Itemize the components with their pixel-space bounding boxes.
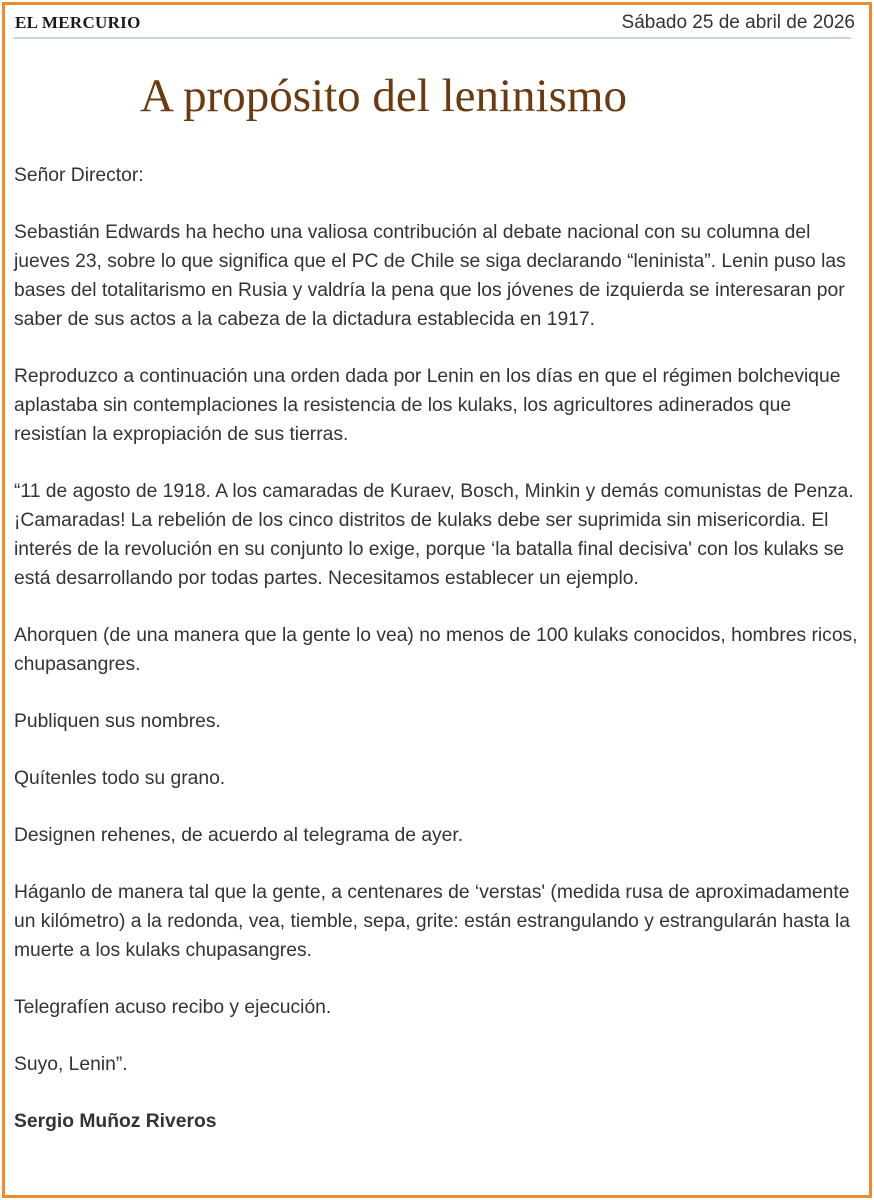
- masthead-divider: [13, 37, 851, 39]
- paragraph: Suyo, Lenin”.: [14, 1054, 128, 1075]
- paragraph: Telegrafíen acuso recibo y ejecución.: [14, 997, 332, 1018]
- salutation: Señor Director:: [14, 165, 144, 186]
- paragraph: Quítenles todo su grano.: [14, 768, 226, 789]
- paragraph: Ahorquen (de una manera que la gente lo vea) no menos de 100 kulaks conocidos, hombres ricos, chupasangres.: [14, 625, 858, 675]
- paragraph: Publiquen sus nombres.: [14, 711, 221, 732]
- paragraph: Háganlo de manera tal que la gente, a centenares de ‘verstas' (medida rusa de aproximadamente un kilómetro) a la redonda, vea, tiemble, sepa, grite: están estrangulando y estrangularán hasta la muerte a los kulaks chupasangres.: [14, 882, 851, 961]
- newspaper-name: EL MERCURIO: [15, 13, 141, 32]
- paragraph: Designen rehenes, de acuerdo al telegrama de ayer.: [14, 825, 464, 846]
- paragraph: Reproduzco a continuación una orden dada por Lenin en los días en que el régimen bolchevique aplastaba sin contemplaciones la resistencia de los kulaks, los agricultores adinerados que resistían la expropiación de sus tierras.: [14, 366, 841, 445]
- masthead: [15, 11, 855, 37]
- author-signature: Sergio Muñoz Riveros: [14, 1111, 217, 1132]
- paragraph: “11 de agosto de 1918. A los camaradas de Kuraev, Bosch, Minkin y demás comunistas de Penza. ¡Camaradas! La rebelión de los cinco distritos de kulaks debe ser suprimida sin misericordia. El interés de la revolución en su conjunto lo exige, porque ‘la batalla final decisiva' con los kulaks se está desarrollando por todas partes. Necesitamos establecer un ejemplo.: [14, 481, 854, 589]
- article-headline: A propósito del leninismo: [140, 70, 627, 122]
- paragraph: Sebastián Edwards ha hecho una valiosa contribución al debate nacional con su columna del jueves 23, sobre lo que significa que el PC de Chile se siga declarando “leninista”. Lenin puso las bases del totalitarismo en Rusia y valdría la pena que los jóvenes de izquierda se interesaran por saber de sus actos a la cabeza de la dictadura establecida en 1917.: [14, 222, 846, 330]
- article-body: [14, 161, 866, 1164]
- page-frame: [2, 2, 872, 1198]
- publication-date: Sábado 25 de abril de 2026: [621, 12, 855, 33]
